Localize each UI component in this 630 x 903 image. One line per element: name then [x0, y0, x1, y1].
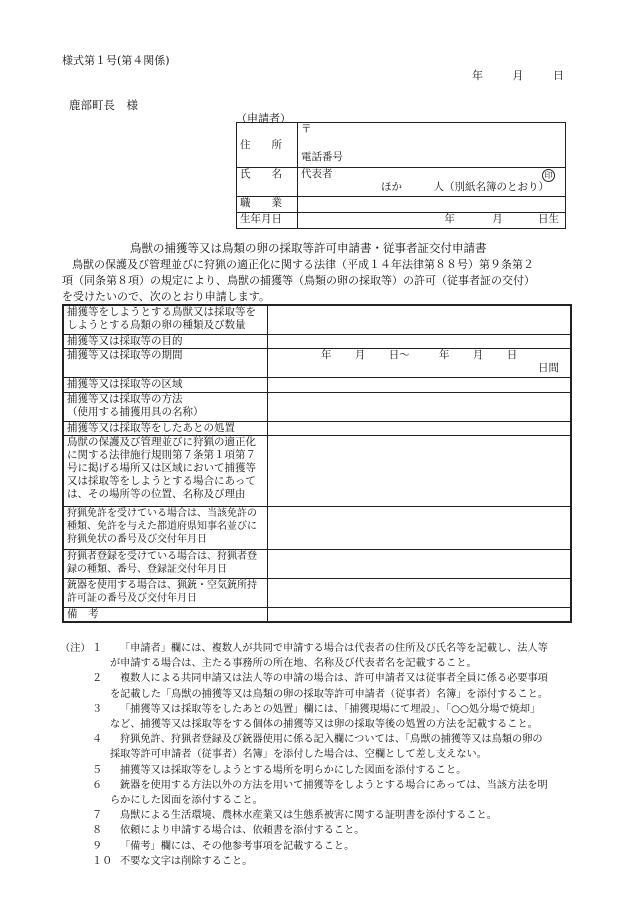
applicant-table: [236, 122, 566, 229]
note-line: 鳥獣による生活環境、農林水産業又は生態系被害に関する証明書を添付すること。: [120, 810, 497, 822]
note-number: ２: [92, 673, 103, 685]
note-number: ３: [92, 703, 103, 715]
intro-line-1: 鳥獣の保護及び管理並びに狩猟の適正化に関する法律（平成１４年法律第８８号）第９条第２: [72, 258, 534, 271]
applicant-heading: （申請者）: [236, 112, 291, 125]
note-number: １: [92, 643, 103, 654]
row-period-value[interactable]: [268, 349, 572, 378]
note-line: 依頼により申請する場合は、依頼書を添付すること。: [120, 825, 365, 837]
birth-day-unit: 日生: [538, 213, 560, 225]
date-year-label: 年: [472, 69, 483, 82]
document-title: 鳥獣の捕獲等又は鳥類の卵の採取等許可申請書・従事者証交付申請書: [130, 241, 487, 255]
note-line: 採取等許可申請者（従事者）名簿」を添付した場合は、空欄として差し支えない。: [110, 749, 487, 761]
note-item: [62, 778, 572, 808]
birth-month-unit: 月: [492, 213, 503, 225]
note-number: ６: [92, 779, 103, 791]
main-application-table: [62, 304, 572, 623]
name-label: 氏 名: [237, 168, 298, 197]
note-item: [62, 671, 572, 701]
row-purpose-value[interactable]: [268, 335, 572, 349]
row-species-label: 捕獲等をしようとする鳥獣又は採取等を しようとする鳥類の卵の種類及び数量: [63, 305, 268, 335]
period-to-month: 月: [472, 349, 484, 361]
row-method-value[interactable]: [268, 393, 572, 422]
note-line: 捕獲等又は採取等をしようとする場所を明らかにした図面を添付すること。: [120, 764, 467, 776]
note-number: ５: [92, 764, 103, 776]
birthdate-label: 生年月日: [237, 213, 298, 229]
note-number: ７: [92, 810, 103, 822]
row-remarks-value[interactable]: [268, 608, 572, 623]
intro-line-3: を受けたいので、次のとおり申請します。: [62, 290, 270, 303]
date-line: [472, 67, 564, 83]
period-to-day: 日: [506, 349, 518, 361]
note-line: など、捕獲等又は採取等をする個体の捕獲等又は卵の採取等後の処置の方法を記載すること。: [110, 719, 538, 731]
note-line: 狩猟免許、狩猟者登録及び銃器使用に係る記入欄については、「鳥獣の捕獲等又は鳥類の卵の: [120, 734, 543, 746]
notes-prefix: （注）: [60, 643, 91, 654]
period-from-month: 月: [354, 349, 366, 361]
postal-mark: 〒: [301, 123, 312, 135]
note-number: １０: [92, 855, 113, 867]
form-number: 様式第１号(第４関係): [62, 54, 170, 67]
period-from-year: 年: [321, 349, 332, 361]
note-item: [62, 808, 572, 823]
row-disposal-label: 捕獲等又は採取等をしたあとの処置: [63, 422, 268, 436]
row-area-value[interactable]: [268, 378, 572, 393]
row-disposal-value[interactable]: [268, 422, 572, 436]
note-item: [62, 702, 572, 732]
address-label: 住 所: [237, 123, 298, 168]
row-hunting-license-value[interactable]: [268, 507, 572, 550]
note-line: 不要な文字は削除すること。: [120, 855, 253, 867]
row-method-label: 捕獲等又は採取等の方法 （使用する捕獲用具の名称）: [63, 393, 268, 422]
note-item: [62, 823, 572, 838]
period-days: 日間: [538, 362, 559, 374]
intro-line-2: 項（同条第８項）の規定により、鳥獣の捕獲等（鳥類の卵の採取等）の許可（従事者証の交付）: [62, 274, 535, 287]
row-area-label: 捕獲等又は採取等の区域: [63, 378, 268, 393]
representative-label: 代表者: [301, 168, 333, 180]
row-hunter-registration-value[interactable]: [268, 550, 572, 579]
note-line: 複数人による共同申請又は法人等の申請の場合は、許可申請者又は従事者全員に係る必要事項: [120, 673, 548, 685]
row-hunter-registration-label: 狩猟者登録を受けている場合は、狩猟者登 録の種類、番号、登録証交付年月日: [63, 550, 268, 579]
row-hunting-license-label: 狩猟免許を受けている場合は、当該免許の 種類、免許を与えた都道府県知事名並びに 狩猟免状の番号及び交付年月日: [63, 507, 268, 550]
period-to-year: 年: [439, 349, 450, 361]
name-field[interactable]: [298, 168, 566, 197]
note-line: が申請する場合は、主たる事務所の所在地、名称及び代表者名を記載すること。: [110, 658, 477, 670]
note-item: [62, 839, 572, 854]
row-location-value[interactable]: [268, 436, 572, 507]
note-item: [62, 854, 572, 869]
addressee: 鹿部町長 様: [69, 98, 138, 112]
note-number: ４: [92, 734, 103, 746]
row-firearm-label: 銃器を使用する場合は、猟銃・空気銃所持 許可証の番号及び交付年月日: [63, 579, 268, 608]
row-species-value[interactable]: [268, 305, 572, 335]
note-number: ８: [92, 825, 103, 837]
date-day-label: 日: [553, 69, 564, 82]
phone-label: 電話番号: [301, 151, 343, 163]
address-field[interactable]: [298, 123, 566, 168]
row-period-label: 捕獲等又は採取等の期間: [63, 349, 268, 378]
note-line: 「申請者」欄には、複数人が共同で申請する場合は代表者の住所及び氏名等を記載し、法人等: [120, 643, 548, 654]
birthdate-field[interactable]: [298, 213, 566, 229]
note-line: を記載した「鳥獣の捕獲等又は鳥類の卵の採取等許可申請者（従事者）名簿」を添付すること。: [110, 688, 549, 700]
others-text: ほか 人（別紙名簿のとおり）: [381, 181, 549, 193]
row-firearm-value[interactable]: [268, 579, 572, 608]
notes-section: [62, 641, 572, 869]
occupation-field[interactable]: [298, 197, 566, 213]
date-month-label: 月: [512, 69, 524, 82]
note-item: [62, 732, 572, 762]
note-number: ９: [92, 840, 103, 852]
seal-mark: 印: [542, 169, 555, 182]
note-line: らかにした図面を添付すること。: [110, 795, 263, 807]
note-item: [62, 763, 572, 778]
row-purpose-label: 捕獲等又は採取等の目的: [63, 335, 268, 349]
period-from-day: 日～: [388, 349, 410, 361]
birth-year-unit: 年: [444, 213, 455, 225]
occupation-label: 職 業: [237, 197, 298, 213]
note-line: 「捕獲等又は採取等をしたあとの処置」欄には、「捕獲現場にて埋設」、「○○処分場で焼却」: [120, 703, 541, 715]
note-item: [62, 641, 572, 671]
row-location-label: 鳥獣の保護及び管理並びに狩猟の適正化 に関する法律施行規則第７条第１項第７ 号に掲げる場所又は区域において捕獲等 又は採取等をしようとする場合にあって は、その場所等の位置、名称及び理由: [63, 436, 268, 507]
note-line: 「備考」欄には、その他参考事項を記載すること。: [120, 840, 355, 852]
note-line: 銃器を使用する方法以外の方法を用いて捕獲等をしようとする場合にあっては、当該方法を明: [120, 779, 548, 791]
row-remarks-label: 備 考: [63, 608, 268, 623]
